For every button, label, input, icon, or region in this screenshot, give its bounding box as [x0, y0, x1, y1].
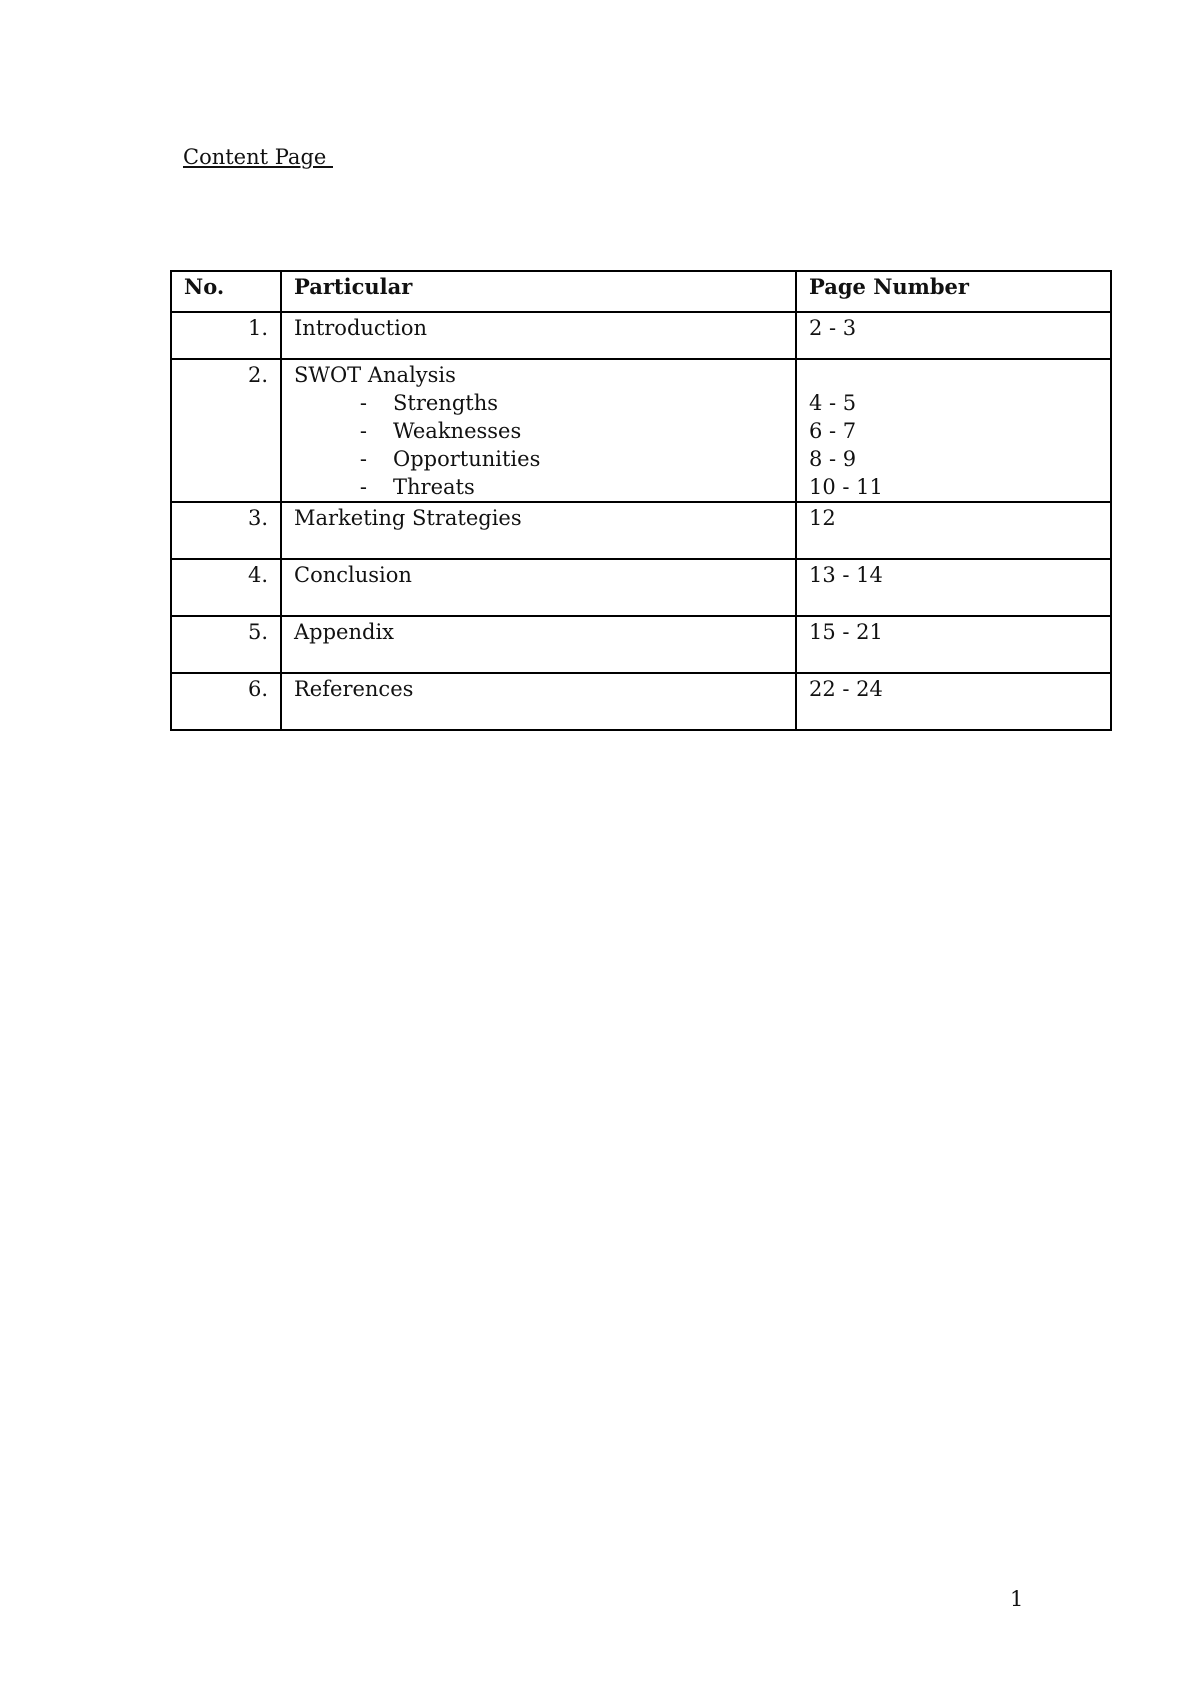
row-particular	[281, 359, 796, 502]
row-particular-title: SWOT Analysis	[294, 363, 456, 387]
contents-table	[170, 270, 1112, 731]
row-particular: Marketing Strategies	[281, 502, 796, 559]
sub-item	[294, 417, 783, 445]
row-number: 2.	[171, 359, 281, 502]
dash-marker: -	[359, 447, 367, 471]
dash-marker: -	[359, 475, 367, 499]
row-particular: Appendix	[281, 616, 796, 673]
header-page-number: Page Number	[796, 271, 1111, 312]
row-pages: 15 - 21	[796, 616, 1111, 673]
blank-line	[809, 361, 1098, 389]
table-row	[171, 616, 1111, 673]
row-particular: References	[281, 673, 796, 730]
table-row	[171, 673, 1111, 730]
row-pages	[796, 359, 1111, 502]
row-pages: 2 - 3	[796, 312, 1111, 359]
sub-item-label: Weaknesses	[393, 419, 522, 443]
table-row	[171, 359, 1111, 502]
sub-item	[294, 473, 783, 501]
row-pages: 22 - 24	[796, 673, 1111, 730]
sub-item	[294, 445, 783, 473]
row-particular: Conclusion	[281, 559, 796, 616]
row-pages: 12	[796, 502, 1111, 559]
dash-marker: -	[359, 419, 367, 443]
dash-marker: -	[359, 391, 367, 415]
row-particular: Introduction	[281, 312, 796, 359]
sub-item-label: Opportunities	[393, 447, 541, 471]
row-number: 1.	[171, 312, 281, 359]
page-title: Content Page	[183, 145, 333, 169]
row-number: 5.	[171, 616, 281, 673]
sub-item-pages: 6 - 7	[809, 419, 857, 443]
sub-item	[294, 389, 783, 417]
table-row	[171, 312, 1111, 359]
sub-item-pages: 10 - 11	[809, 475, 883, 499]
row-number: 6.	[171, 673, 281, 730]
row-number: 3.	[171, 502, 281, 559]
sub-item-pages: 8 - 9	[809, 447, 857, 471]
row-number: 4.	[171, 559, 281, 616]
footer-page-number: 1	[1010, 1587, 1024, 1611]
header-no: No.	[171, 271, 281, 312]
row-pages: 13 - 14	[796, 559, 1111, 616]
header-particular: Particular	[281, 271, 796, 312]
sub-item-pages: 4 - 5	[809, 391, 857, 415]
sub-item-label: Threats	[393, 475, 475, 499]
table-header-row	[171, 271, 1111, 312]
table-row	[171, 502, 1111, 559]
sub-item-label: Strengths	[393, 391, 498, 415]
table-row	[171, 559, 1111, 616]
